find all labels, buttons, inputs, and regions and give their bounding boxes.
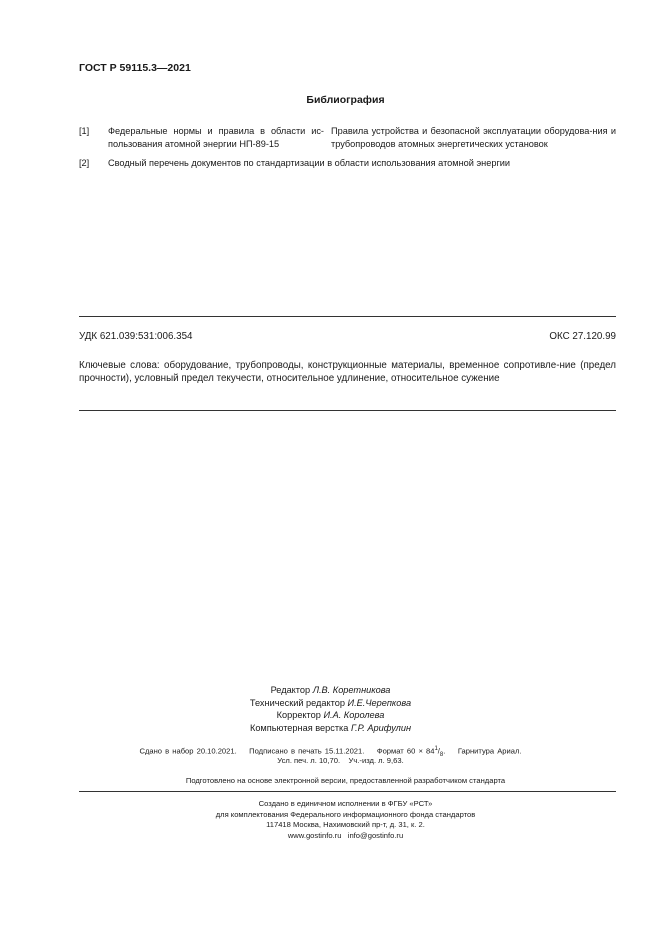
keywords: Ключевые слова: оборудование, трубопроводы, конструкционные материалы, временное сопротивле-ние (предел прочности), условный предел текучести, относительное удлинение, относительное сужение xyxy=(79,360,616,384)
credit-corrector: Корректор И.А. Королева xyxy=(276,710,385,720)
ref-number: [2] xyxy=(79,158,90,168)
oks-code: ОКС 27.120.99 xyxy=(549,331,616,342)
print-info-line2: Усл. печ. л. 10,70. Уч.-изд. л. 9,63. xyxy=(277,756,404,765)
publisher-block: Создано в единичном исполнении в ФГБУ «РСТ» для комплектования Федерального информационного фонда стандартов 117418 Москва, Нахимовский пр-т, д. 31, к. 2. www.gostinfo.ru info@gostinfo.ru xyxy=(215,799,476,840)
document-header-code: ГОСТ Р 59115.3—2021 xyxy=(79,62,191,74)
ref-text: Сводный перечень документов по стандартизации в области использования атомной энергии xyxy=(108,158,511,168)
credit-tech-editor: Технический редактор И.Е.Черепкова xyxy=(249,697,412,708)
bibliography-title: Библиография xyxy=(306,94,385,106)
divider xyxy=(79,316,616,317)
print-info-line1: Сдано в набор 20.10.2021. Подписано в печать 15.11.2021. Формат $60 \times 84^1/_8$. Гарнитура Ариал. xyxy=(139,746,522,759)
publisher-email[interactable]: info@gostinfo.ru xyxy=(347,830,404,840)
ref-number: [1] xyxy=(79,126,90,136)
divider xyxy=(79,410,616,411)
credit-layout: Компьютерная верстка Г.Р. Арифулин xyxy=(249,722,412,733)
udk-code: УДК 621.039:531:006.354 xyxy=(79,331,193,342)
credit-editor: Редактор Л.В. Коретникова xyxy=(270,685,391,695)
ref-title: Правила устройства и безопасной эксплуатации оборудова-ния и трубопроводов атомных энергетических установок xyxy=(331,126,616,149)
publisher-site[interactable]: www.gostinfo.ru xyxy=(287,830,342,840)
divider xyxy=(79,791,616,792)
prepared-note: Подготовлено на основе электронной версии, предоставленной разработчиком стандарта xyxy=(185,776,506,785)
credits-block xyxy=(0,684,661,734)
ref-source: Федеральные нормы и правила в области ис-пользования атомной энергии НП-89-15 xyxy=(108,126,324,149)
